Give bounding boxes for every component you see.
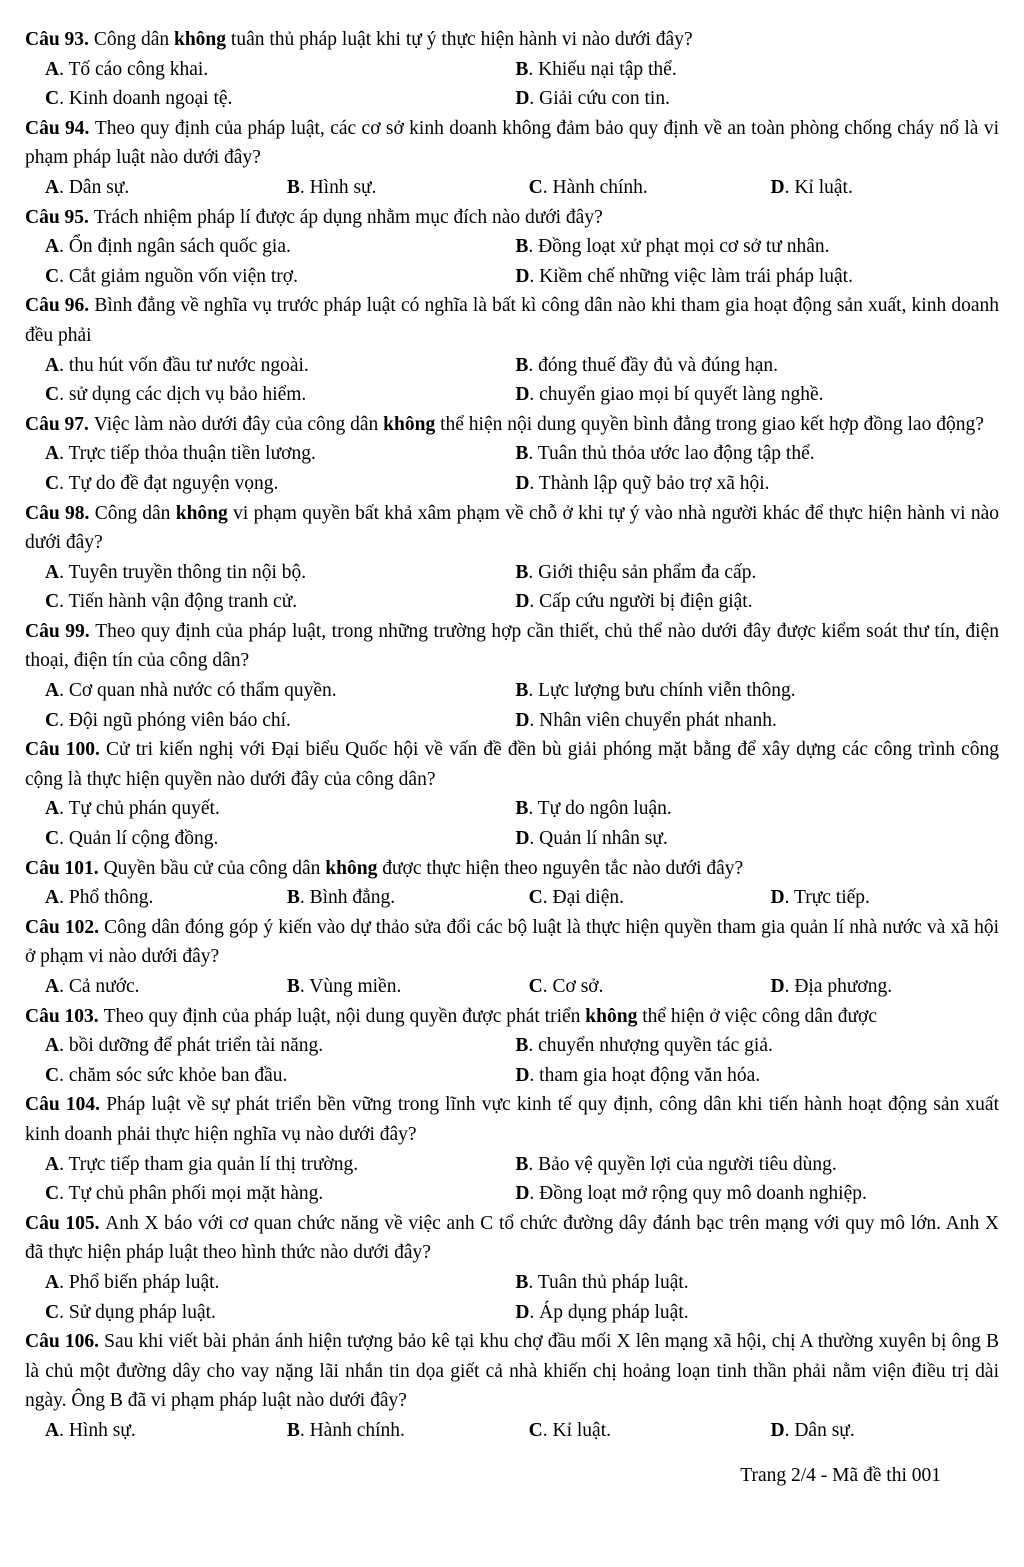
option-row <box>25 1179 999 1209</box>
option-b: B. Đồng loạt xử phạt mọi cơ sở tư nhân. <box>515 236 830 258</box>
option-a: A. Tuyên truyền thông tin nội bộ. <box>45 561 307 583</box>
option-row <box>25 439 999 469</box>
option-letter: C <box>528 1419 543 1441</box>
option-c: C. Cắt giảm nguồn vốn viện trợ. <box>45 265 298 287</box>
option-d: D. Quản lí nhân sự. <box>515 828 668 850</box>
option-c: C. Hành chính. <box>528 176 648 198</box>
option-letter: A <box>45 798 60 820</box>
question-stem <box>25 114 999 173</box>
option-b: B. Bảo vệ quyền lợi của người tiêu dùng. <box>515 1153 837 1175</box>
option-d: D. Áp dụng pháp luật. <box>515 1301 689 1323</box>
stem-text: Theo quy định của pháp luật, trong những trường hợp cần thiết, chủ thể nào dưới đây được kiểm soát thư tín, điện thoại, điện tín của công dân? <box>25 620 999 672</box>
option-letter: B <box>515 58 529 80</box>
question-block <box>25 735 999 853</box>
option-letter: A <box>45 1153 60 1175</box>
stem-text: được thực hiện theo nguyên tắc nào dưới đây? <box>377 857 744 879</box>
question-block <box>25 410 999 499</box>
question-number: Câu 98. <box>25 502 95 524</box>
option-b: B. Tự do ngôn luận. <box>515 798 672 820</box>
question-number: Câu 99. <box>25 620 96 642</box>
stem-text: thể hiện nội dung quyền bình đẳng trong giao kết hợp đồng lao động? <box>435 413 984 435</box>
option-letter: B <box>515 354 529 376</box>
option-d: D. Đồng loạt mở rộng quy mô doanh nghiệp. <box>515 1183 867 1205</box>
option-a: A. Hình sự. <box>45 1419 136 1441</box>
option-d: D. Địa phương. <box>770 976 893 997</box>
option-d: D. Giải cứu con tin. <box>515 88 670 110</box>
option-letter: B <box>515 1271 529 1293</box>
page-footer-text: Trang 2/4 - Mã đề thi 001 <box>740 1464 941 1486</box>
option-row <box>25 351 999 381</box>
option-letter: C <box>528 976 543 997</box>
option-letter: A <box>45 1035 60 1057</box>
option-b: B. Vùng miền. <box>286 976 402 997</box>
question-block <box>25 499 999 617</box>
option-c: C. Tự do đề đạt nguyện vọng. <box>45 472 279 494</box>
option-d: D. Thành lập quỹ bảo trợ xã hội. <box>515 472 770 494</box>
option-c: C. Đại diện. <box>528 887 624 909</box>
stem-text: thể hiện ở việc công dân được <box>637 1005 877 1027</box>
option-c: C. Đội ngũ phóng viên báo chí. <box>45 709 291 731</box>
stem-emphasis: không <box>383 413 436 435</box>
option-row <box>25 587 999 617</box>
option-letter: A <box>45 443 60 465</box>
option-letter: C <box>45 709 60 731</box>
question-block <box>25 203 999 292</box>
stem-text: Anh X báo với cơ quan chức năng về việc anh C tổ chức đường dây đánh bạc trên mạng với quy mô lớn. Anh X đã thực hiện pháp luật theo hình thức nào dưới đây? <box>25 1212 999 1264</box>
option-b: B. Bình đẳng. <box>286 887 396 909</box>
option-row <box>25 1416 999 1446</box>
option-d: D. chuyển giao mọi bí quyết làng nghề. <box>515 384 824 406</box>
option-letter: A <box>45 58 60 80</box>
option-row <box>25 883 999 913</box>
option-row <box>25 676 999 706</box>
option-b: B. Khiếu nại tập thể. <box>515 58 677 80</box>
option-c: C. sử dụng các dịch vụ bảo hiểm. <box>45 384 307 406</box>
option-letter: A <box>45 1271 60 1293</box>
option-row <box>25 262 999 292</box>
question-block <box>25 1209 999 1327</box>
option-letter: A <box>45 176 60 198</box>
option-letter: B <box>286 176 300 198</box>
option-letter: A <box>45 236 60 258</box>
stem-text: Bình đẳng về nghĩa vụ trước pháp luật có nghĩa là bất kì công dân nào khi tham gia hoạt động sản xuất, kinh doanh đều phải <box>25 295 999 346</box>
option-letter: C <box>45 88 60 110</box>
question-number: Câu 105. <box>25 1212 106 1234</box>
option-letter: A <box>45 561 60 583</box>
page-footer <box>25 1461 999 1491</box>
question-stem <box>25 1209 999 1268</box>
question-stem <box>25 499 999 558</box>
option-row <box>25 1298 999 1328</box>
question-stem <box>25 25 999 55</box>
question-stem <box>25 203 999 233</box>
option-letter: C <box>45 384 60 406</box>
option-letter: D <box>770 887 785 909</box>
option-row <box>25 972 999 1002</box>
stem-text: Cử tri kiến nghị với Đại biểu Quốc hội về vấn đề đền bù giải phóng mặt bằng để xây dựng các công trình công cộng là thực hiện quyền nào dưới đây của công dân? <box>25 739 999 790</box>
stem-emphasis: không <box>173 29 227 50</box>
question-block <box>25 1327 999 1445</box>
option-row <box>25 84 999 114</box>
question-stem <box>25 617 999 676</box>
option-c: C. Sử dụng pháp luật. <box>45 1301 216 1323</box>
option-letter: C <box>45 265 60 287</box>
stem-emphasis: không <box>585 1005 638 1027</box>
question-stem <box>25 854 999 884</box>
question-number: Câu 106. <box>25 1331 105 1353</box>
option-letter: A <box>45 354 60 376</box>
option-letter: D <box>515 88 530 110</box>
stem-text: Theo quy định của pháp luật, nội dung quyền được phát triển <box>103 1005 586 1027</box>
option-a: A. Trực tiếp tham gia quản lí thị trường. <box>45 1153 359 1175</box>
option-b: B. Tuân thủ pháp luật. <box>515 1271 689 1293</box>
option-letter: B <box>286 976 300 997</box>
question-number: Câu 103. <box>25 1005 104 1027</box>
option-d: D. Cấp cứu người bị điện giật. <box>515 591 753 613</box>
option-letter: D <box>515 472 530 494</box>
option-a: A. bồi dưỡng để phát triển tài năng. <box>45 1035 324 1057</box>
option-d: D. tham gia hoạt động văn hóa. <box>515 1064 761 1086</box>
option-b: B. Hành chính. <box>286 1419 405 1441</box>
question-number: Câu 96. <box>25 295 95 317</box>
question-number: Câu 97. <box>25 413 94 435</box>
question-block <box>25 854 999 913</box>
option-letter: D <box>515 828 530 850</box>
question-block <box>25 25 999 114</box>
stem-text: Sau khi viết bài phản ánh hiện tượng bảo kê tại khu chợ đầu mối X lên mạng xã hội, chị A thường xuyên bị ông B là chủ một đường dây cho vay nặng lãi nhắn tin dọa giết cả nhà khiến chị hoảng loạn tinh thần phải nằm viện điều trị dài ngày. Ông B đã vi phạm pháp luật nào dưới đây? <box>25 1331 999 1412</box>
option-a: A. thu hút vốn đầu tư nước ngoài. <box>45 354 309 376</box>
option-a: A. Phổ thông. <box>45 887 154 909</box>
option-row <box>25 469 999 499</box>
stem-text: tuân thủ pháp luật khi tự ý thực hiện hành vi nào dưới đây? <box>226 29 693 50</box>
question-stem <box>25 913 999 972</box>
option-row <box>25 706 999 736</box>
question-stem <box>25 410 999 440</box>
option-a: A. Cả nước. <box>45 976 140 997</box>
option-letter: B <box>286 887 300 909</box>
question-number: Câu 102. <box>25 916 105 938</box>
option-letter: C <box>45 828 60 850</box>
option-c: C. Quản lí cộng đồng. <box>45 828 219 850</box>
stem-text: Công dân đóng góp ý kiến vào dự thảo sửa đổi các bộ luật là thực hiện quyền tham gia quản lí nhà nước và xã hội ở phạm vi nào dưới đây? <box>25 916 999 968</box>
question-block <box>25 291 999 409</box>
option-d: D. Trực tiếp. <box>770 887 870 909</box>
option-a: A. Trực tiếp thỏa thuận tiền lương. <box>45 443 316 465</box>
question-number: Câu 95. <box>25 206 94 228</box>
option-letter: B <box>286 1419 300 1441</box>
option-letter: B <box>515 1153 529 1175</box>
option-letter: C <box>45 1064 60 1086</box>
option-c: C. Cơ sở. <box>528 976 604 997</box>
option-letter: D <box>515 591 530 613</box>
option-letter: D <box>515 1301 530 1323</box>
option-row <box>25 1268 999 1298</box>
option-row <box>25 1031 999 1061</box>
question-stem <box>25 1090 999 1149</box>
stem-emphasis: không <box>175 502 228 524</box>
option-letter: D <box>770 1419 785 1441</box>
option-letter: C <box>45 472 60 494</box>
stem-text: Trách nhiệm pháp lí được áp dụng nhằm mục đích nào dưới đây? <box>93 206 603 228</box>
option-row <box>25 380 999 410</box>
option-b: B. Lực lượng bưu chính viễn thông. <box>515 680 796 702</box>
option-row <box>25 1061 999 1091</box>
option-a: A. Cơ quan nhà nước có thẩm quyền. <box>45 680 337 702</box>
question-block <box>25 617 999 735</box>
option-row <box>25 1150 999 1180</box>
option-a: A. Dân sự. <box>45 176 130 198</box>
stem-text: Công dân <box>94 502 176 524</box>
question-stem <box>25 291 999 350</box>
option-letter: D <box>770 176 785 198</box>
option-letter: B <box>515 680 529 702</box>
option-row <box>25 558 999 588</box>
question-block <box>25 114 999 203</box>
option-letter: C <box>45 1183 60 1205</box>
option-a: A. Ổn định ngân sách quốc gia. <box>45 236 291 258</box>
option-a: A. Tố cáo công khai. <box>45 58 209 80</box>
option-row <box>25 173 999 203</box>
option-letter: D <box>515 265 530 287</box>
stem-text: Theo quy định của pháp luật, các cơ sở kinh doanh không đảm bảo quy định về an toàn phòng chống cháy nổ là vi phạm pháp luật nào dưới đây? <box>25 117 999 169</box>
question-block <box>25 1002 999 1091</box>
stem-text: Quyền bầu cử của công dân <box>103 857 326 879</box>
option-letter: D <box>515 1064 530 1086</box>
stem-text: vi phạm quyền bất khả xâm phạm về chỗ ở khi tự ý vào nhà người khác để thực hiện hành vi nào dưới đây? <box>25 502 1000 554</box>
option-d: D. Kiềm chế những việc làm trái pháp luật. <box>515 265 853 287</box>
question-block <box>25 1090 999 1208</box>
question-block <box>25 913 999 1002</box>
option-b: B. đóng thuế đầy đủ và đúng hạn. <box>515 354 778 376</box>
option-letter: B <box>515 1035 529 1057</box>
option-letter: A <box>45 887 60 909</box>
option-c: C. Tiến hành vận động tranh cử. <box>45 591 298 613</box>
question-number: Câu 93. <box>25 29 94 50</box>
question-list <box>25 25 999 1446</box>
option-letter: D <box>515 1183 530 1205</box>
option-b: B. Tuân thủ thỏa ước lao động tập thể. <box>515 443 815 465</box>
option-d: D. Nhân viên chuyển phát nhanh. <box>515 709 777 731</box>
option-row <box>25 232 999 262</box>
stem-text: Công dân <box>93 29 174 50</box>
option-letter: C <box>528 887 543 909</box>
question-stem <box>25 1327 999 1416</box>
stem-emphasis: không <box>325 857 378 879</box>
option-row <box>25 824 999 854</box>
option-a: A. Tự chủ phán quyết. <box>45 798 220 820</box>
stem-text: Việc làm nào dưới đây của công dân <box>93 413 384 435</box>
option-letter: C <box>45 591 60 613</box>
option-letter: C <box>45 1301 60 1323</box>
option-b: B. chuyển nhượng quyền tác giả. <box>515 1035 773 1057</box>
option-letter: A <box>45 680 60 702</box>
option-c: C. Kinh doanh ngoại tệ. <box>45 88 233 110</box>
option-c: C. Kỉ luật. <box>528 1419 611 1441</box>
option-c: C. chăm sóc sức khỏe ban đầu. <box>45 1064 288 1086</box>
question-number: Câu 100. <box>25 739 107 761</box>
option-letter: B <box>515 561 529 583</box>
option-d: D. Kỉ luật. <box>770 176 853 198</box>
question-number: Câu 104. <box>25 1094 107 1116</box>
option-letter: C <box>528 176 543 198</box>
option-b: B. Giới thiệu sản phẩm đa cấp. <box>515 561 757 583</box>
question-stem <box>25 1002 999 1032</box>
option-letter: D <box>515 709 530 731</box>
option-c: C. Tự chủ phân phối mọi mặt hàng. <box>45 1183 324 1205</box>
option-row <box>25 55 999 85</box>
option-letter: B <box>515 798 529 820</box>
option-letter: D <box>515 384 530 406</box>
option-a: A. Phổ biến pháp luật. <box>45 1271 220 1293</box>
option-d: D. Dân sự. <box>770 1419 855 1441</box>
question-number: Câu 94. <box>25 117 95 139</box>
option-letter: B <box>515 236 529 258</box>
option-row <box>25 794 999 824</box>
question-stem <box>25 735 999 794</box>
question-number: Câu 101. <box>25 857 104 879</box>
option-letter: A <box>45 976 60 997</box>
option-b: B. Hình sự. <box>286 176 377 198</box>
option-letter: D <box>770 976 785 997</box>
option-letter: B <box>515 443 529 465</box>
stem-text: Pháp luật về sự phát triển bền vững trong lĩnh vực kinh tế quy định, công dân khi tiến hành hoạt động sản xuất kinh doanh phải thực hiện nghĩa vụ nào dưới đây? <box>25 1094 999 1145</box>
option-letter: A <box>45 1419 60 1441</box>
